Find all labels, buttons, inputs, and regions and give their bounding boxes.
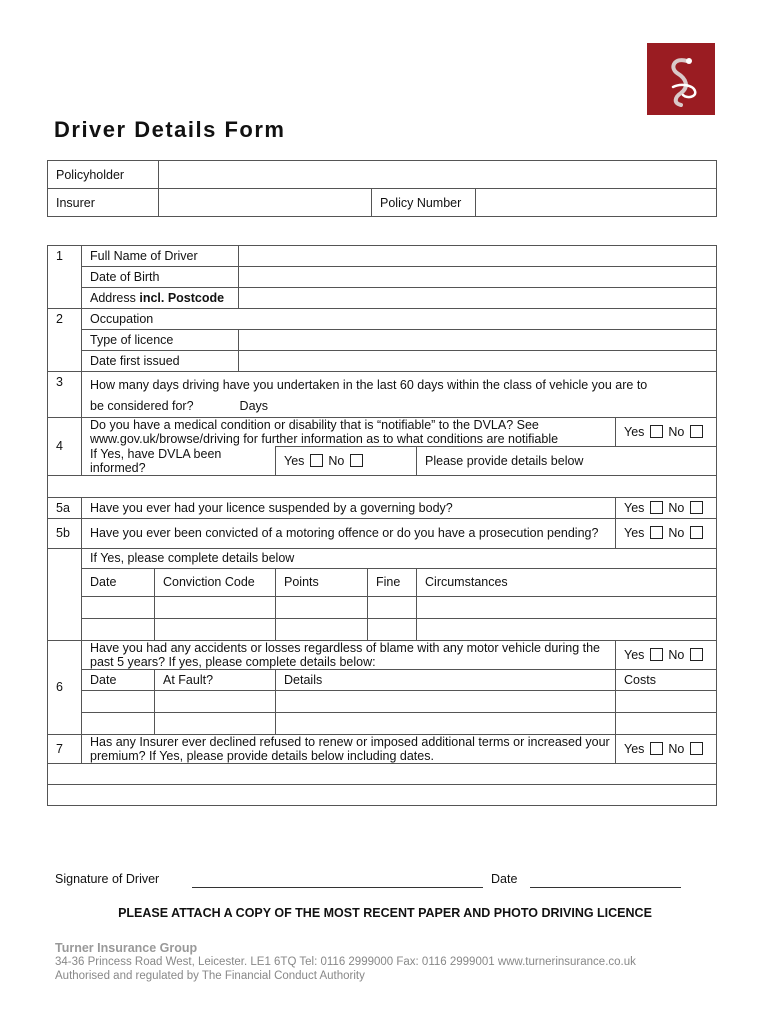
dvla-informed-label: If Yes, have DVLA been informed? [82, 447, 276, 476]
q5b-followup: If Yes, please complete details below [82, 548, 717, 568]
acc-cell[interactable] [276, 712, 616, 734]
policy-header-table [47, 160, 717, 217]
date-issued-label: Date first issued [82, 351, 239, 372]
acc-cell[interactable] [82, 712, 155, 734]
address-label [82, 288, 239, 309]
licence-type-field[interactable] [239, 330, 717, 351]
policyholder-field[interactable] [159, 161, 717, 189]
q3-line-2 [90, 396, 716, 417]
company-address: 34-36 Princess Road West, Leicester. LE1 6TQ Tel: 0116 2999000 Fax: 0116 2999001 www.turnerinsurance.co.uk [55, 956, 636, 968]
days-label: Days [239, 399, 269, 413]
q3-line-1: How many days driving have you undertaken in the last 60 days within the class of vehicle you are to [90, 378, 648, 392]
no-checkbox[interactable] [690, 742, 703, 755]
q5a-yes-no [616, 497, 717, 518]
conv-cell[interactable] [155, 596, 276, 618]
no-checkbox[interactable] [690, 425, 703, 438]
acc-cell[interactable] [276, 690, 616, 712]
driver-details-table [47, 245, 717, 806]
yes-checkbox[interactable] [650, 742, 663, 755]
licence-notice: PLEASE ATTACH A COPY OF THE MOST RECENT PAPER AND PHOTO DRIVING LICENCE [118, 906, 652, 920]
yes-checkbox[interactable] [650, 526, 663, 539]
acc-cell[interactable] [616, 690, 717, 712]
policyholder-label: Policyholder [48, 161, 159, 189]
q7-yes-no [616, 734, 717, 763]
conv-header-code: Conviction Code [155, 568, 276, 596]
conv-cell[interactable] [368, 618, 417, 640]
no-checkbox[interactable] [690, 526, 703, 539]
no-label: No [668, 500, 685, 515]
occupation-label: Occupation [82, 309, 717, 330]
dob-field[interactable] [239, 267, 717, 288]
q6-yes-no [616, 640, 717, 669]
q4-question: Do you have a medical condition or disability that is “notifiable” to the DVLA? See www.gov.uk/browse/driving for further information as to what conditions are notifiable [82, 418, 616, 447]
section-number: 6 [48, 640, 82, 734]
conv-cell[interactable] [155, 618, 276, 640]
section-number: 3 [48, 372, 82, 418]
yes-label: Yes [624, 647, 645, 662]
conv-cell[interactable] [276, 618, 368, 640]
licence-type-label: Type of licence [82, 330, 239, 351]
conv-cell[interactable] [417, 618, 717, 640]
address-field[interactable] [239, 288, 717, 309]
insurer-field[interactable] [159, 189, 372, 217]
acc-cell[interactable] [155, 712, 276, 734]
yes-checkbox[interactable] [650, 648, 663, 661]
conv-header-points: Points [276, 568, 368, 596]
policy-number-label: Policy Number [372, 189, 476, 217]
section-number: 4 [48, 418, 82, 476]
form-title: Driver Details Form [54, 117, 286, 142]
date-issued-field[interactable] [239, 351, 717, 372]
yes-label: Yes [624, 425, 645, 439]
address-label-text: Address [90, 291, 140, 305]
date-line[interactable] [530, 886, 681, 888]
section-number: 7 [48, 734, 82, 763]
insurer-label: Insurer [48, 189, 159, 217]
no-checkbox[interactable] [690, 501, 703, 514]
q3-text: be considered for? [90, 399, 194, 413]
yes-checkbox[interactable] [650, 501, 663, 514]
yes-label: Yes [624, 741, 645, 756]
section-number-blank [48, 548, 82, 640]
q6-question: Have you had any accidents or losses regardless of blame with any motor vehicle during the past 5 years? If yes, please complete details below: [82, 640, 616, 669]
q3-question [82, 372, 717, 418]
dob-label: Date of Birth [82, 267, 239, 288]
no-checkbox[interactable] [350, 454, 363, 467]
q5b-question: Have you ever been convicted of a motoring offence or do you have a prosecution pending? [82, 518, 616, 548]
conv-cell[interactable] [368, 596, 417, 618]
full-name-label: Full Name of Driver [82, 246, 239, 267]
acc-header-costs: Costs [616, 669, 717, 690]
yes-checkbox[interactable] [310, 454, 323, 467]
policy-number-field[interactable] [476, 189, 717, 217]
signature-line[interactable] [192, 886, 483, 888]
company-logo [647, 43, 715, 115]
no-label: No [668, 425, 685, 439]
q5a-question: Have you ever had your licence suspended by a governing body? [82, 497, 616, 518]
section-number: 5a [48, 497, 82, 518]
acc-cell[interactable] [82, 690, 155, 712]
q7-details-field[interactable] [48, 763, 717, 784]
yes-label: Yes [284, 453, 305, 468]
acc-cell[interactable] [616, 712, 717, 734]
dvla-details-label: Please provide details below [417, 447, 717, 476]
conv-header-fine: Fine [368, 568, 417, 596]
conv-cell[interactable] [82, 618, 155, 640]
full-name-field[interactable] [239, 246, 717, 267]
yes-label: Yes [624, 526, 645, 540]
regulation-text: Authorised and regulated by The Financial Conduct Authority [55, 970, 365, 982]
acc-header-fault: At Fault? [155, 669, 276, 690]
conv-header-circumstances: Circumstances [417, 568, 717, 596]
no-label: No [668, 741, 685, 756]
acc-header-date: Date [82, 669, 155, 690]
yes-checkbox[interactable] [650, 425, 663, 438]
q4-yes-no [616, 418, 717, 447]
yes-label: Yes [624, 500, 645, 515]
q5b-yes-no [616, 518, 717, 548]
conv-cell[interactable] [276, 596, 368, 618]
date-label: Date [491, 872, 518, 886]
q7-question: Has any Insurer ever declined refused to renew or imposed additional terms or increased your premium? If Yes, please provide details below including dates. [82, 734, 616, 763]
no-checkbox[interactable] [690, 648, 703, 661]
no-label: No [668, 647, 685, 662]
dvla-yes-no [276, 447, 417, 476]
section-number: 1 [48, 246, 82, 309]
no-label: No [328, 453, 345, 468]
no-label: No [668, 526, 685, 540]
section-number: 5b [48, 518, 82, 548]
dvla-details-field[interactable] [48, 475, 717, 497]
signature-label: Signature of Driver [55, 872, 160, 886]
acc-cell[interactable] [155, 690, 276, 712]
section-number: 2 [48, 309, 82, 372]
conv-header-date: Date [82, 568, 155, 596]
acc-header-details: Details [276, 669, 616, 690]
address-label-bold: incl. Postcode [139, 291, 225, 305]
q7-details-field[interactable] [48, 784, 717, 805]
conv-cell[interactable] [417, 596, 717, 618]
conv-cell[interactable] [82, 596, 155, 618]
company-name: Turner Insurance Group [55, 941, 198, 955]
